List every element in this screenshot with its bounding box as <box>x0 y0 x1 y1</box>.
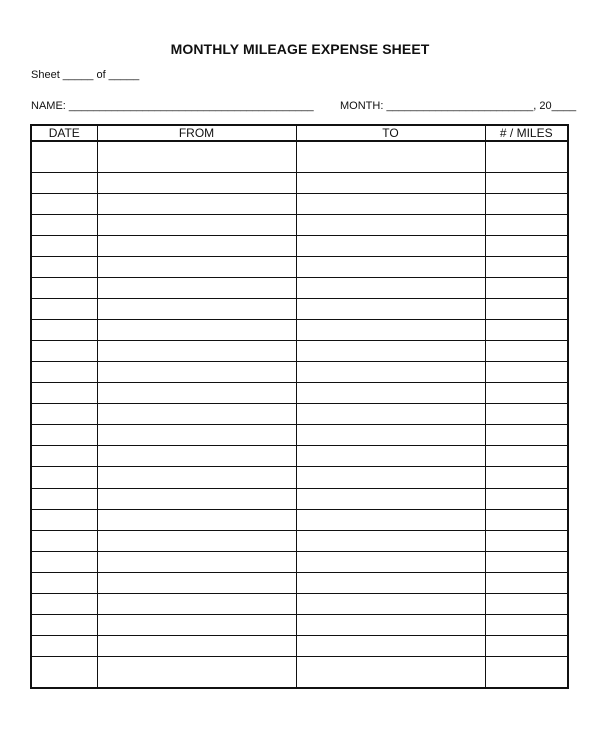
from-cell[interactable] <box>97 278 296 299</box>
month-field[interactable]: MONTH: ________________________, 20____ <box>340 100 577 112</box>
date-cell[interactable] <box>31 530 97 551</box>
date-column-header: DATE <box>31 125 97 141</box>
to-cell[interactable] <box>296 551 485 572</box>
table-row <box>31 614 568 635</box>
table-row <box>31 425 568 446</box>
table-row <box>31 257 568 278</box>
table-row <box>31 173 568 194</box>
name-field[interactable]: NAME: ________________________________________ <box>31 100 314 112</box>
date-cell[interactable] <box>31 362 97 383</box>
miles-cell[interactable] <box>485 614 568 635</box>
date-cell[interactable] <box>31 488 97 509</box>
miles-cell[interactable] <box>485 236 568 257</box>
miles-cell[interactable] <box>485 362 568 383</box>
date-cell[interactable] <box>31 593 97 614</box>
date-cell[interactable] <box>31 257 97 278</box>
table-row <box>31 572 568 593</box>
from-cell[interactable] <box>97 530 296 551</box>
date-cell[interactable] <box>31 572 97 593</box>
date-cell[interactable] <box>31 320 97 341</box>
miles-cell[interactable] <box>485 278 568 299</box>
table-row <box>31 278 568 299</box>
from-cell[interactable] <box>97 257 296 278</box>
to-cell[interactable] <box>296 257 485 278</box>
date-cell[interactable] <box>31 614 97 635</box>
to-cell[interactable] <box>296 362 485 383</box>
table-row <box>31 635 568 656</box>
from-cell[interactable] <box>97 509 296 530</box>
miles-cell[interactable] <box>485 572 568 593</box>
date-cell[interactable] <box>31 141 97 173</box>
header-row <box>31 125 568 141</box>
mileage-table <box>30 124 569 689</box>
miles-cell[interactable] <box>485 635 568 656</box>
from-column-header: FROM <box>97 125 296 141</box>
from-cell[interactable] <box>97 656 296 688</box>
table-row <box>31 215 568 236</box>
from-cell[interactable] <box>97 635 296 656</box>
from-cell[interactable] <box>97 488 296 509</box>
miles-cell[interactable] <box>485 320 568 341</box>
to-cell[interactable] <box>296 425 485 446</box>
date-cell[interactable] <box>31 299 97 320</box>
from-cell[interactable] <box>97 572 296 593</box>
from-cell[interactable] <box>97 362 296 383</box>
table-row <box>31 362 568 383</box>
from-cell[interactable] <box>97 404 296 425</box>
to-cell[interactable] <box>296 614 485 635</box>
table-row <box>31 530 568 551</box>
from-cell[interactable] <box>97 593 296 614</box>
date-cell[interactable] <box>31 551 97 572</box>
table-row <box>31 467 568 488</box>
date-cell[interactable] <box>31 425 97 446</box>
date-cell[interactable] <box>31 215 97 236</box>
form-title: MONTHLY MILEAGE EXPENSE SHEET <box>170 41 430 57</box>
from-cell[interactable] <box>97 341 296 362</box>
table-row <box>31 299 568 320</box>
from-cell[interactable] <box>97 320 296 341</box>
date-cell[interactable] <box>31 635 97 656</box>
miles-cell[interactable] <box>485 425 568 446</box>
to-cell[interactable] <box>296 635 485 656</box>
from-cell[interactable] <box>97 383 296 404</box>
table-row <box>31 383 568 404</box>
to-cell[interactable] <box>296 215 485 236</box>
date-cell[interactable] <box>31 194 97 215</box>
date-cell[interactable] <box>31 278 97 299</box>
to-column-header: TO <box>296 125 485 141</box>
table-row <box>31 141 568 173</box>
mileage-table-body <box>31 141 568 688</box>
from-cell[interactable] <box>97 446 296 467</box>
to-cell[interactable] <box>296 299 485 320</box>
miles-cell[interactable] <box>485 551 568 572</box>
from-cell[interactable] <box>97 215 296 236</box>
from-cell[interactable] <box>97 236 296 257</box>
date-cell[interactable] <box>31 509 97 530</box>
table-row <box>31 320 568 341</box>
miles-cell[interactable] <box>485 530 568 551</box>
to-cell[interactable] <box>296 488 485 509</box>
miles-cell[interactable] <box>485 488 568 509</box>
table-row <box>31 446 568 467</box>
miles-cell[interactable] <box>485 215 568 236</box>
to-cell[interactable] <box>296 341 485 362</box>
miles-cell[interactable] <box>485 467 568 488</box>
to-cell[interactable] <box>296 530 485 551</box>
from-cell[interactable] <box>97 194 296 215</box>
sheet-number-field[interactable]: Sheet _____ of _____ <box>31 69 140 81</box>
from-cell[interactable] <box>97 173 296 194</box>
date-cell[interactable] <box>31 404 97 425</box>
date-cell[interactable] <box>31 446 97 467</box>
to-cell[interactable] <box>296 467 485 488</box>
miles-cell[interactable] <box>485 383 568 404</box>
table-row <box>31 551 568 572</box>
miles-cell[interactable] <box>485 404 568 425</box>
table-row <box>31 404 568 425</box>
miles-cell[interactable] <box>485 446 568 467</box>
to-cell[interactable] <box>296 173 485 194</box>
date-cell[interactable] <box>31 236 97 257</box>
to-cell[interactable] <box>296 656 485 688</box>
miles-cell[interactable] <box>485 593 568 614</box>
table-row <box>31 194 568 215</box>
table-row <box>31 593 568 614</box>
table-row <box>31 656 568 688</box>
date-cell[interactable] <box>31 383 97 404</box>
to-cell[interactable] <box>296 509 485 530</box>
to-cell[interactable] <box>296 572 485 593</box>
miles-cell[interactable] <box>485 194 568 215</box>
miles-cell[interactable] <box>485 257 568 278</box>
from-cell[interactable] <box>97 614 296 635</box>
to-cell[interactable] <box>296 320 485 341</box>
miles-cell[interactable] <box>485 173 568 194</box>
table-row <box>31 341 568 362</box>
to-cell[interactable] <box>296 278 485 299</box>
to-cell[interactable] <box>296 383 485 404</box>
to-cell[interactable] <box>296 236 485 257</box>
from-cell[interactable] <box>97 425 296 446</box>
miles-cell[interactable] <box>485 509 568 530</box>
miles-cell[interactable] <box>485 341 568 362</box>
table-row <box>31 236 568 257</box>
to-cell[interactable] <box>296 194 485 215</box>
to-cell[interactable] <box>296 593 485 614</box>
date-cell[interactable] <box>31 656 97 688</box>
date-cell[interactable] <box>31 467 97 488</box>
from-cell[interactable] <box>97 141 296 173</box>
to-cell[interactable] <box>296 404 485 425</box>
to-cell[interactable] <box>296 141 485 173</box>
miles-cell[interactable] <box>485 141 568 173</box>
miles-column-header: # / MILES <box>485 125 568 141</box>
miles-cell[interactable] <box>485 299 568 320</box>
table-row <box>31 488 568 509</box>
miles-cell[interactable] <box>485 656 568 688</box>
to-cell[interactable] <box>296 446 485 467</box>
table-row <box>31 509 568 530</box>
from-cell[interactable] <box>97 467 296 488</box>
date-cell[interactable] <box>31 173 97 194</box>
from-cell[interactable] <box>97 299 296 320</box>
date-cell[interactable] <box>31 341 97 362</box>
from-cell[interactable] <box>97 551 296 572</box>
